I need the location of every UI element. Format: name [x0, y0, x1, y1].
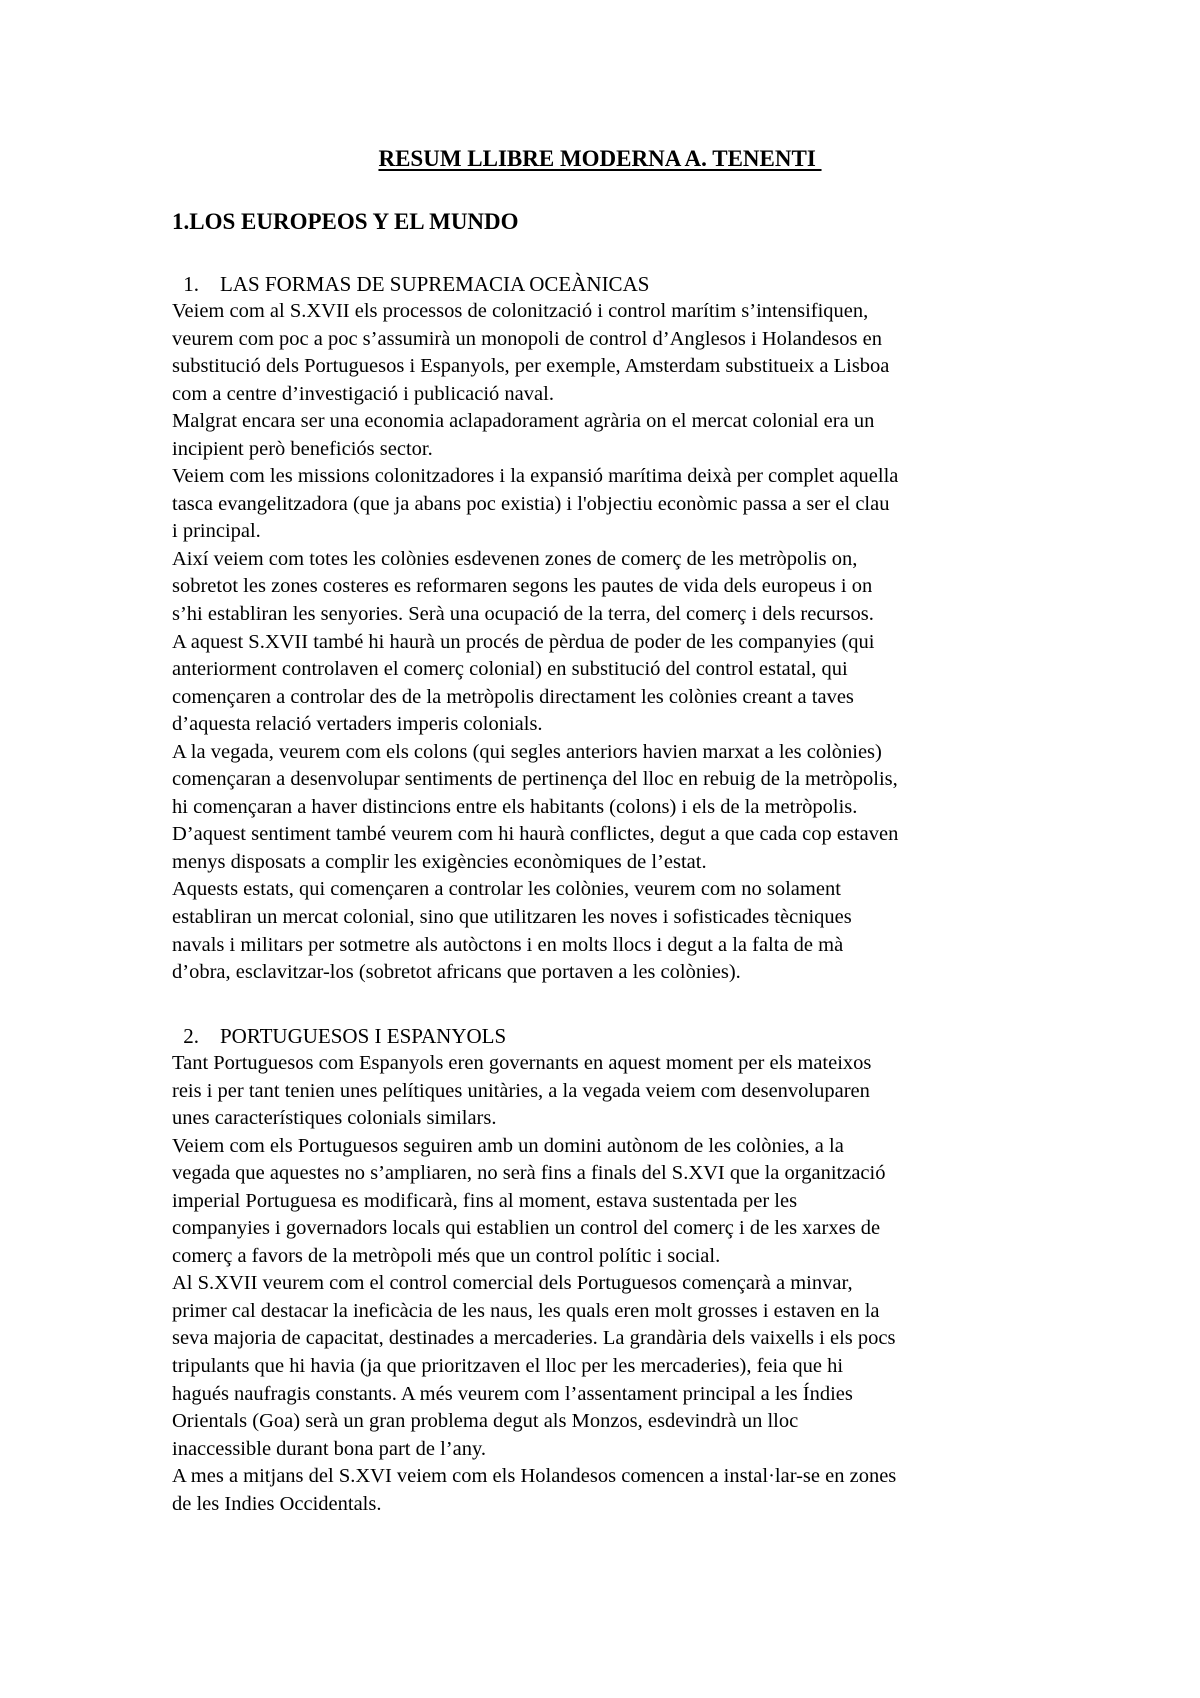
text-line: Orientals (Goa) serà un gran problema degut als Monzos, esdevindrà un lloc	[172, 1410, 799, 1433]
text-line: d’obra, esclavitzar-los (sobretot africans que portaven a les colònies).	[172, 961, 741, 984]
section-number: 2.	[183, 1024, 199, 1048]
text-line: Veiem com les missions colonitzadores i la expansió marítima deixà per complet aquella	[172, 465, 899, 488]
text-line: començaren a controlar des de la metròpolis directament les colònies creant a taves	[172, 685, 854, 708]
text-line: comerç a favors de la metròpoli més que un control polític i social.	[172, 1244, 721, 1267]
text-line: de les Indies Occidentals.	[172, 1492, 382, 1515]
document-title: RESUM LLIBRE MODERNA A. TENENTI	[378, 146, 822, 171]
text-line: tripulants que hi havia (ja que prioritzaven el lloc per les mercaderies), feia que hi	[172, 1355, 844, 1378]
section-number: 1.	[183, 272, 199, 296]
text-line: companyies i governadors locals qui establien un control del comerç i de les xarxes de	[172, 1217, 881, 1240]
text-line: tasca evangelitzadora (que ja abans poc existia) i l'objectiu econòmic passa a ser el clau	[172, 492, 890, 515]
text-line: hi començaran a haver distincions entre els habitants (colons) i els de la metròpolis.	[172, 795, 858, 818]
text-line: D’aquest sentiment també veurem com hi haurà conflictes, degut a que cada cop estaven	[172, 823, 899, 846]
text-line: vegada que aquestes no s’ampliaren, no serà fins a finals del S.XVI que la organització	[172, 1162, 886, 1185]
text-line: Malgrat encara ser una economia aclapadorament agrària on el mercat colonial era un	[172, 410, 875, 433]
text-line: Veiem com al S.XVII els processos de colonització i control marítim s’intensifiquen,	[172, 300, 869, 322]
section-1	[172, 270, 1052, 987]
section-body	[172, 1050, 1052, 1518]
text-line: A mes a mitjans del S.XVI veiem com els Holandesos comencen a instal·lar-se en zones	[172, 1465, 897, 1488]
text-line: i principal.	[172, 520, 261, 543]
text-line: incipient però beneficiós sector.	[172, 437, 433, 460]
text-line: reis i per tant tenien unes pelítiques unitàries, a la vegada veiem com desenvoluparen	[172, 1079, 870, 1102]
section-2	[172, 1022, 1052, 1518]
text-line: s’hi establiran les senyories. Serà una ocupació de la terra, del comerç i dels recursos.	[172, 603, 874, 626]
text-line: Així veiem com totes les colònies esdevenen zones de comerç de les metròpolis on,	[172, 547, 858, 570]
section-heading-text: PORTUGUESOS I ESPANYOLS	[220, 1024, 507, 1048]
section-heading	[172, 270, 1052, 298]
text-line: menys disposats a complir les exigències econòmiques de l’estat.	[172, 850, 707, 873]
text-line: Veiem com els Portuguesos seguiren amb un domini autònom de les colònies, a la	[172, 1134, 844, 1157]
text-line: inaccessible durant bona part de l’any.	[172, 1437, 487, 1460]
text-line: unes característiques colonials similars.	[172, 1107, 497, 1130]
text-line: A la vegada, veurem com els colons (qui segles anteriors havien marxat a les colònies)	[172, 740, 882, 763]
text-line: anteriorment controlaven el comerç colonial) en substitució del control estatal, qui	[172, 658, 848, 681]
text-line: Tant Portuguesos com Espanyols eren governants en aquest moment per els mateixos	[172, 1052, 872, 1074]
chapter-heading: 1.LOS EUROPEOS Y EL MUNDO	[172, 209, 519, 234]
section-body	[172, 298, 1052, 987]
text-line: establiran un mercat colonial, sino que utilitzaren les noves i sofisticades tècniques	[172, 906, 852, 929]
text-line: navals i militars per sotmetre als autòctons i en molts llocs i degut a la falta de mà	[172, 933, 844, 956]
text-line: com a centre d’investigació i publicació naval.	[172, 382, 554, 405]
text-line: començaran a desenvolupar sentiments de pertinença del lloc en rebuig de la metròpolis,	[172, 768, 898, 791]
text-line: veurem com poc a poc s’assumirà un monopoli de control d’Anglesos i Holandesos en	[172, 327, 882, 350]
text-line: Al S.XVII veurem com el control comercial dels Portuguesos començarà a minvar,	[172, 1272, 853, 1295]
section-heading	[172, 1022, 1052, 1050]
section-heading-text: LAS FORMAS DE SUPREMACIA OCEÀNICAS	[220, 272, 650, 296]
text-line: imperial Portuguesa es modificarà, fins al moment, estava sustentada per les	[172, 1189, 798, 1212]
text-line: seva majoria de capacitat, destinades a mercaderies. La grandària dels vaixells i els pocs	[172, 1327, 896, 1350]
text-line: sobretot les zones costeres es reformaren segons les pautes de vida dels europeus i on	[172, 575, 873, 598]
text-line: substitució dels Portuguesos i Espanyols, per exemple, Amsterdam substitueix a Lisboa	[172, 355, 890, 378]
text-line: hagués naufragis constants. A més veurem com l’assentament principal a les Índies	[172, 1382, 853, 1405]
text-line: d’aquesta relació vertaders imperis colonials.	[172, 713, 543, 736]
text-line: A aquest S.XVII també hi haurà un procés de pèrdua de poder de les companyies (qui	[172, 630, 875, 653]
text-line: primer cal destacar la ineficàcia de les naus, les quals eren molt grosses i estaven en la	[172, 1299, 880, 1322]
text-line: Aquests estats, qui començaren a controlar les colònies, veurem com no solament	[172, 878, 841, 901]
